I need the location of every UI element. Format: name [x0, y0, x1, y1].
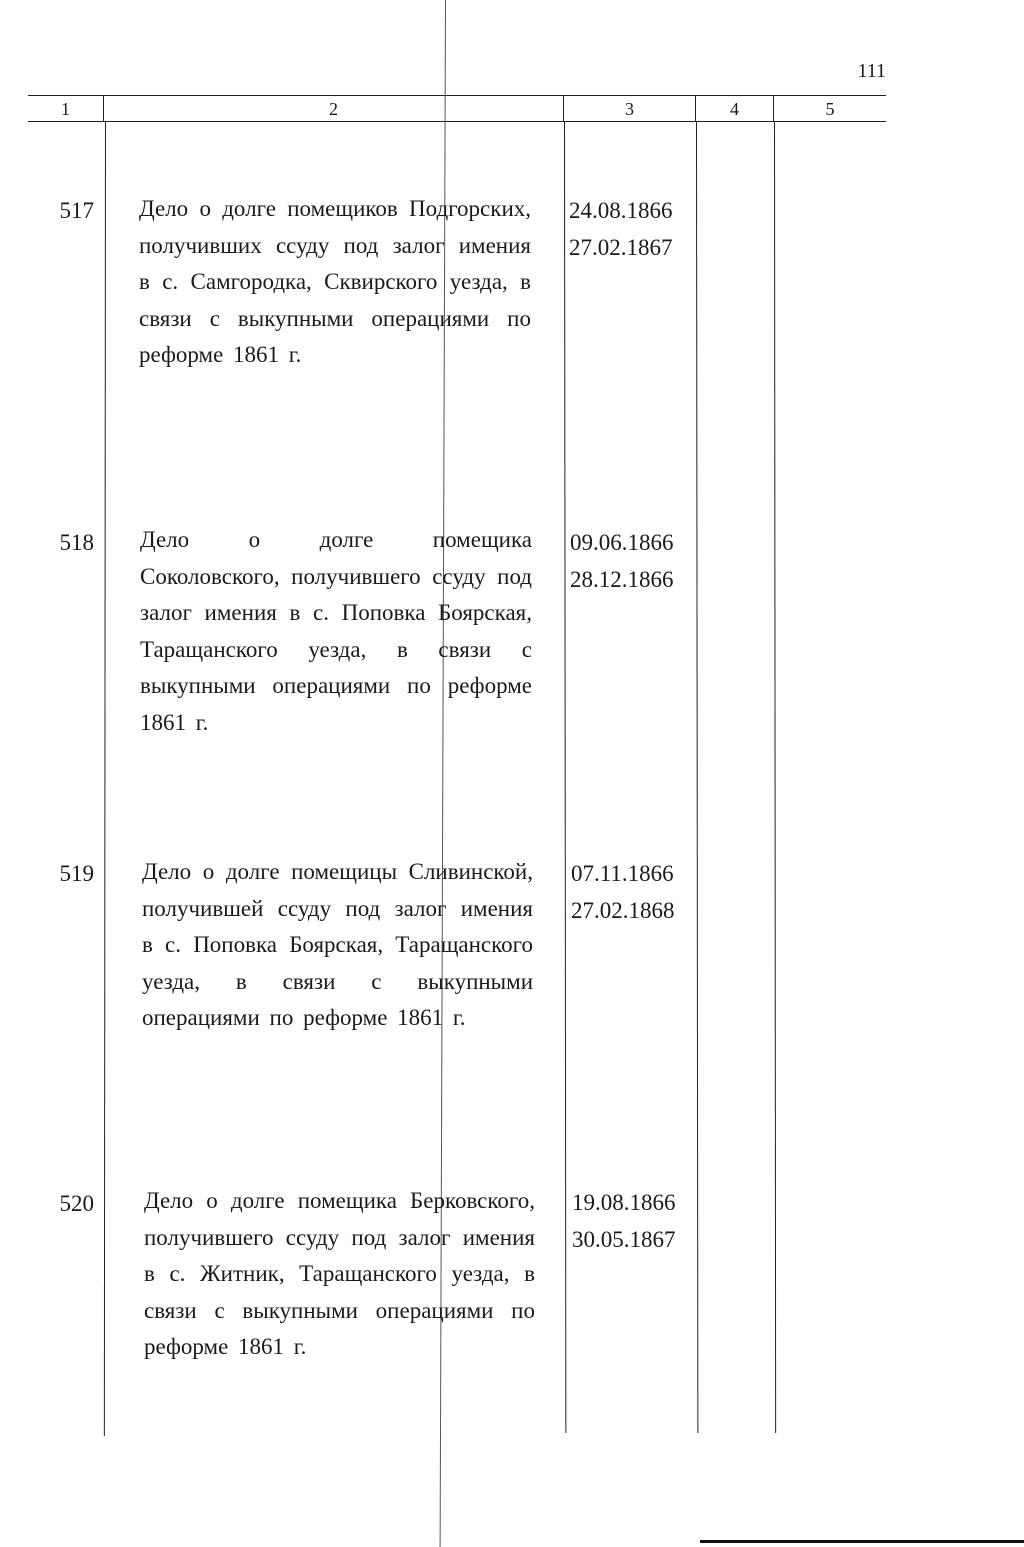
entry-dates	[571, 855, 675, 929]
entry-number: 519	[59, 861, 94, 886]
date-end: 30.05.1867	[572, 1227, 676, 1252]
column-number-3: 3	[625, 99, 634, 119]
column-line-4	[774, 121, 776, 1433]
entry-title: Дело о долге помещика Соколовского, получившего ссуду под залог имения в с. Поповка Боярская, Таращанского уезда, в связи с выкупными операциями по реформе 1861 г.	[140, 527, 532, 735]
date-start: 24.08.1866	[569, 198, 673, 223]
entry-dates	[569, 192, 673, 266]
header-top-rule	[28, 95, 886, 96]
date-start: 19.08.1866	[572, 1190, 676, 1215]
entry-number: 517	[59, 198, 94, 223]
column-number-1: 1	[61, 99, 70, 119]
column-line-3	[696, 121, 698, 1433]
date-end: 27.02.1868	[571, 898, 675, 923]
entry-title: Дело о долге помещика Берковского, получившего ссуду под залог имения в с. Житник, Таращанского уезда, в связи с выкупными операциями по реформе 1861 г.	[144, 1188, 535, 1360]
date-end: 27.02.1867	[569, 235, 673, 260]
column-number-5: 5	[825, 99, 835, 119]
column-number-2: 2	[329, 99, 338, 119]
scan-edge-bar	[700, 1540, 1024, 1543]
entry-title: Дело о долге помещицы Сливинской, получившей ссуду под залог имения в с. Поповка Боярская, Таращанского уезда, в связи с выкупными операциями по реформе 1861 г.	[142, 859, 533, 1031]
column-line-2	[564, 121, 566, 1433]
entry-number: 520	[59, 1191, 94, 1216]
date-start: 07.11.1866	[571, 861, 674, 886]
header-bottom-rule	[28, 121, 886, 122]
entry-title: Дело о долге помещиков Подгорских, получивших ссуду под залог имения в с. Самгородка, Сквирского уезда, в связи с выкупными операциями по реформе 1861 г.	[139, 196, 531, 368]
date-end: 28.12.1866	[570, 567, 674, 592]
column-line-1	[104, 121, 106, 1436]
entry-number: 518	[59, 530, 94, 555]
entry-dates	[572, 1184, 676, 1258]
entry-dates	[570, 524, 674, 598]
column-number-4: 4	[730, 99, 739, 119]
page-number: 111	[857, 60, 886, 82]
date-start: 09.06.1866	[570, 530, 674, 555]
